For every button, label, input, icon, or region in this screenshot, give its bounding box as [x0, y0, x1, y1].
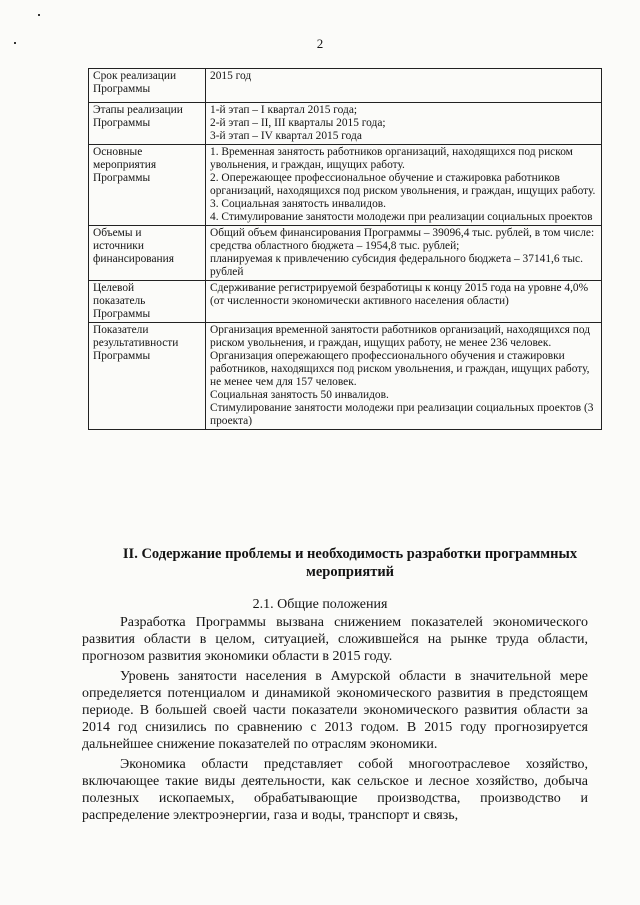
- row-label: Целевой показатель Программы: [89, 281, 206, 323]
- row-value: 2015 год: [206, 69, 602, 103]
- row-label: Показатели результативности Программы: [89, 323, 206, 430]
- row-value: Организация временной занятости работников организаций, находящихся под риском увольнения, и граждан, ищущих работу, не менее 236 человек. Организация опережающего профессионального обучения и стажировки работников, находящихся под риском увольнения, и граждан, ищущих работу, не менее чем для 157 человек. Социальная занятость 50 инвалидов. Стимулирование занятости молодежи при реализации социальных проектов (3 проекта): [206, 323, 602, 430]
- row-label: Этапы реализации Программы: [89, 103, 206, 145]
- scan-mark: [38, 14, 40, 16]
- table-row: [89, 323, 602, 430]
- row-label: Основные мероприятия Программы: [89, 145, 206, 226]
- row-label: Срок реализации Программы: [89, 69, 206, 103]
- section-title: II. Содержание проблемы и необходимость разработки программных мероприятий: [122, 546, 578, 580]
- page-number: 2: [316, 36, 324, 51]
- table-row: [89, 69, 602, 103]
- paragraph: Разработка Программы вызвана снижением показателей экономического развития области в целом, ситуацией, сложившейся на рынке труда области, прогнозом развития экономики области в 2015 году.: [82, 615, 588, 664]
- body-text: [82, 614, 588, 827]
- row-label: Объемы и источники финансирования: [89, 226, 206, 281]
- program-passport-table: [88, 68, 602, 430]
- row-value: Сдерживание регистрируемой безработицы к концу 2015 года на уровне 4,0% (от численности экономически активного населения области): [206, 281, 602, 323]
- table-row: [89, 145, 602, 226]
- paragraph: Экономика области представляет собой многоотраслевое хозяйство, включающее такие виды деятельности, как сельское и лесное хозяйство, добыча полезных ископаемых, обрабатывающие производства, производство и распределение электроэнергии, газа и воды, транспорт и связь,: [82, 757, 588, 823]
- subsection-title: 2.1. Общие положения: [252, 597, 388, 612]
- row-value: Общий объем финансирования Программы – 39096,4 тыс. рублей, в том числе: средства областного бюджета – 1954,8 тыс. рублей; планируемая к привлечению субсидия федерального бюджета – 37141,6 тыс. рублей: [206, 226, 602, 281]
- paragraph: Уровень занятости населения в Амурской области в значительной мере определяется потенциалом и динамикой экономического развития в предстоящем периоде. В большей своей части показатели экономического развития области за 2014 год снизились по сравнению с 2013 годом. В 2015 году прогнозируется дальнейшее снижение показателей по отраслям экономики.: [82, 669, 588, 752]
- table-row: [89, 281, 602, 323]
- table-row: [89, 103, 602, 145]
- row-value: 1. Временная занятость работников организаций, находящихся под риском увольнения, и граждан, ищущих работу. 2. Опережающее профессиональное обучение и стажировка работников организаций, находящихся под риском увольнения, и граждан, ищущих работу. 3. Социальная занятость инвалидов. 4. Стимулирование занятости молодежи при реализации социальных проектов: [206, 145, 602, 226]
- table-row: [89, 226, 602, 281]
- row-value: 1-й этап – I квартал 2015 года; 2-й этап – II, III кварталы 2015 года; 3-й этап – IV квартал 2015 года: [206, 103, 602, 145]
